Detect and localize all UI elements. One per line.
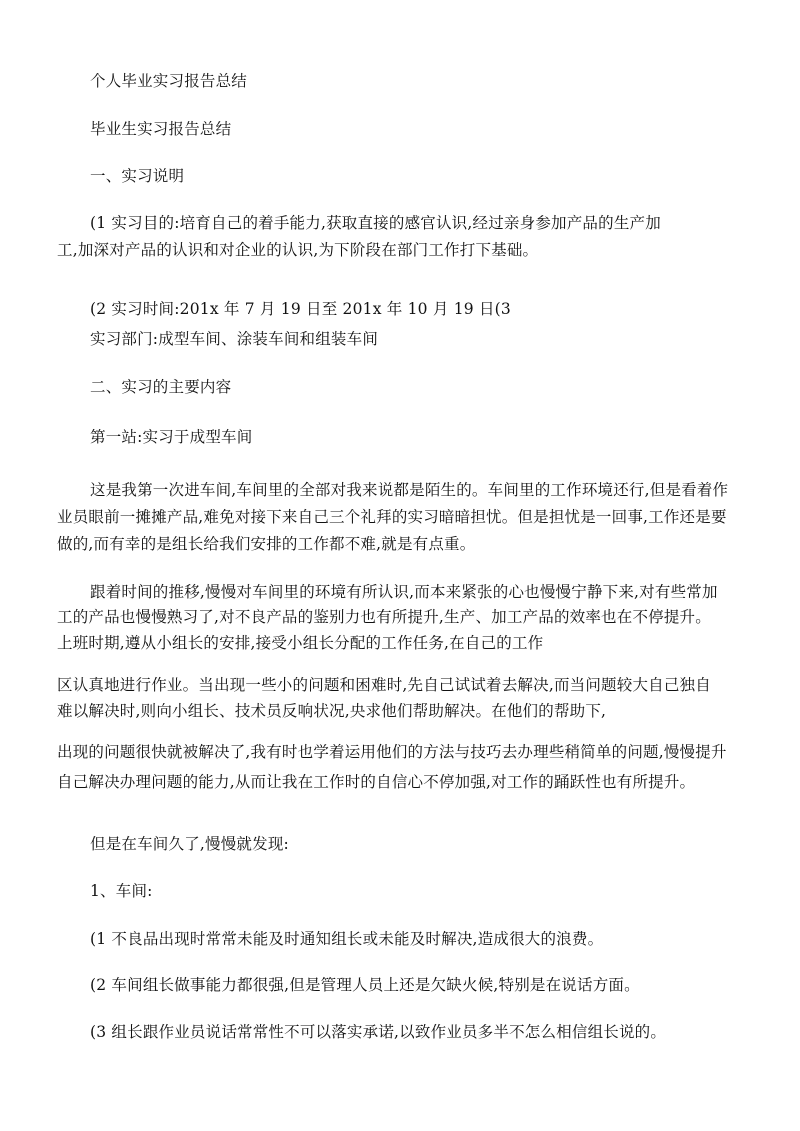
paragraph-line: 但是在车间久了,慢慢就发现: — [90, 835, 289, 853]
list-item: (1 不良品出现时常常未能及时通知组长或未能及时解决,造成很大的浪费。 — [90, 930, 604, 948]
section-heading-content: 二、实习的主要内容 — [90, 378, 232, 396]
document-title: 个人毕业实习报告总结 — [90, 72, 248, 90]
section-heading-explanation: 一、实习说明 — [90, 167, 185, 185]
list-heading: 1、车间: — [90, 882, 153, 900]
paragraph-line: 难以解决时,则向小组长、技术员反响状况,央求他们帮助解决。在他们的帮助下, — [57, 702, 607, 720]
list-item: (3 组长跟作业员说话常常性不可以落实承诺,以致作业员多半不怎么相信组长说的。 — [90, 1023, 667, 1041]
paragraph-line: 上班时期,遵从小组长的安排,接受小组长分配的工作任务,在自己的工作 — [57, 634, 544, 652]
department-line: 实习部门:成型车间、涂装车间和组装车间 — [90, 330, 379, 348]
paragraph-line: 跟着时间的推移,慢慢对车间里的环境有所认识,而本来紧张的心也慢慢宁静下来,对有些常加 — [90, 583, 718, 601]
list-item: (2 车间组长做事能力都很强,但是管理人员上还是欠缺火候,特别是在说话方面。 — [90, 976, 640, 994]
paragraph-line: 出现的问题很快就被解决了,我有时也学着运用他们的方法与技巧去办理些稍简单的问题,慢慢提升 — [57, 743, 727, 761]
paragraph-line: 自己解决办理问题的能力,从而让我在工作时的自信心不停加强,对工作的踊跃性也有所提升。 — [57, 773, 696, 791]
paragraph-line: 区认真地进行作业。当出现一些小的问题和困难时,先自己试试着去解决,而当问题较大自己独自 — [57, 676, 711, 694]
paragraph-line: 做的,而有幸的是组长给我们安排的工作都不难,就是有点重。 — [57, 535, 476, 553]
paragraph-line: 工的产品也慢慢熟习了,对不良产品的鉴别力也有所提升,生产、加工产品的效率也在不停提升。 — [57, 608, 711, 626]
paragraph-line: 这是我第一次进车间,车间里的全部对我来说都是陌生的。车间里的工作环境还行,但是看着作 — [90, 481, 729, 499]
paragraph-line: 业员眼前一摊摊产品,难免对接下来自己三个礼拜的实习暗暗担忧。但是担忧是一回事,工作还是要 — [57, 508, 727, 526]
purpose-line: 工,加深对产品的认识和对企业的认识,为下阶段在部门工作打下基础。 — [57, 241, 539, 259]
station-heading: 第一站:实习于成型车间 — [90, 428, 253, 446]
document-subtitle: 毕业生实习报告总结 — [90, 120, 232, 138]
purpose-line: (1 实习目的:培育自己的着手能力,获取直接的感官认识,经过亲身参加产品的生产加 — [90, 214, 661, 232]
time-line: (2 实习时间:201x 年 7 月 19 日至 201x 年 10 月 19 日(3 — [90, 300, 511, 318]
